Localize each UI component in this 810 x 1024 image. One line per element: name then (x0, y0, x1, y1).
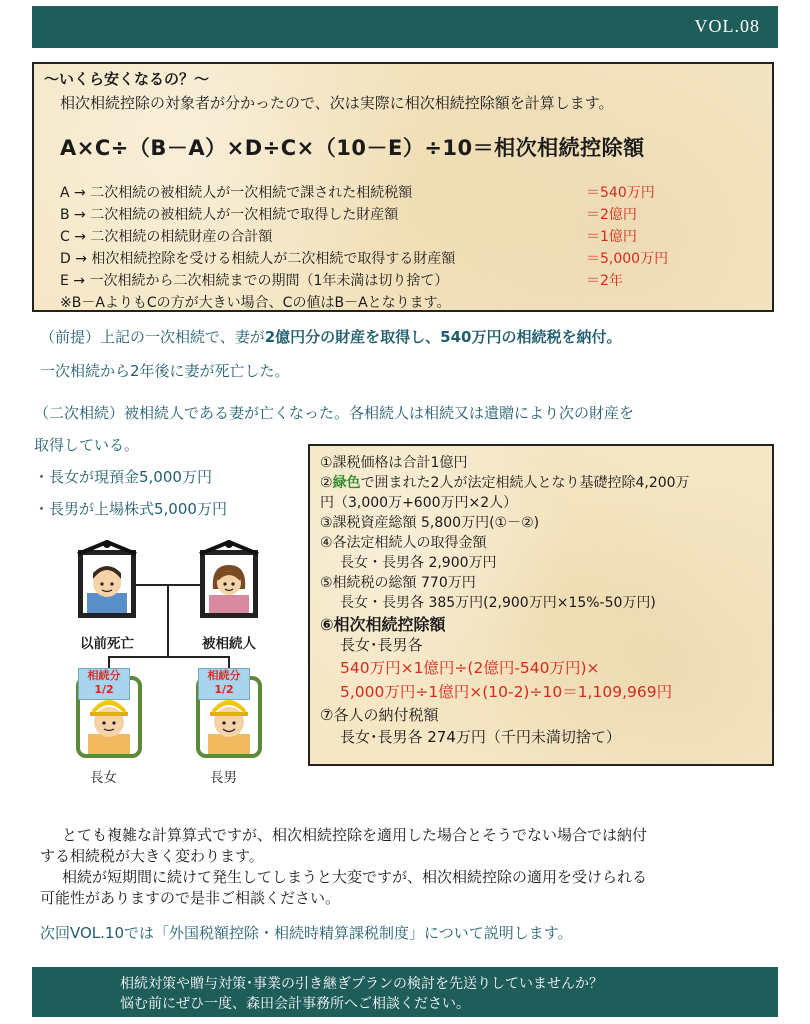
step-7-sub: 長女･長男各 274万円（千円未満切捨て） (340, 728, 621, 746)
daughter-share-tag (78, 668, 130, 700)
step-6: ⑥相次相続控除額 (320, 615, 446, 634)
volume-number: VOL.08 (694, 16, 760, 36)
calc-row-d-label: D → 相次相続控除を受ける相続人が二次相続で取得する財産額 (60, 251, 456, 267)
woman-face-icon (205, 555, 253, 613)
step-4: ④各法定相続人の取得金額 (320, 535, 487, 551)
calc-note: ※B－AよりもCの方が大きい場合、Cの値はB－Aとなります。 (60, 295, 451, 311)
calc-row-e-value: ＝2年 (586, 273, 623, 289)
step-6-calc-2: 5,000万円÷1億円×(10-2)÷10＝1,109,969円 (340, 683, 673, 701)
mourning-ribbon-icon (196, 540, 262, 558)
step-6-calc-1: 540万円×1億円÷(2億円-540万円)× (340, 659, 600, 677)
calc-intro: 相次相続控除の対象者が分かったので、次は実際に相次相続控除額を計算します。 (60, 94, 614, 112)
portrait-deceased (200, 550, 258, 618)
secondary-line-1: （二次相続）被相続人である妻が亡くなった。各相続人は相続又は遺贈により次の財産を (34, 404, 635, 422)
children-line (108, 656, 230, 658)
premise-line-1 (40, 326, 621, 347)
calc-row-d-value: ＝5,000万円 (586, 251, 669, 267)
calc-row-c-label: C → 二次相続の相続財産の合計額 (60, 229, 273, 245)
step-2-green: 緑色 (332, 475, 361, 491)
daughter-asset: ・長女が現預金5,000万円 (34, 468, 212, 486)
step-5: ⑤相続税の総額 770万円 (320, 575, 476, 591)
premise-text-b: 2億円分の財産を取得し、 (264, 328, 441, 346)
share-tag-label: 相続分 (87, 669, 121, 682)
footer-bar (32, 967, 778, 1017)
descent-line (167, 584, 169, 656)
closing-p2-line1: 相続が短期間に続けて発生してしまうと大変ですが、相次相続控除の適用を受けられる (62, 868, 648, 886)
next-issue: 次回VOL.10では「外国税額控除・相続時精算課税制度」について説明します。 (40, 924, 573, 942)
calc-row-b-label: B → 二次相続の被相続人が一次相続で取得した財産額 (60, 207, 399, 223)
mourning-ribbon-icon (74, 540, 140, 558)
step-2 (320, 472, 690, 492)
calc-row-c-value: ＝1億円 (586, 229, 637, 245)
step-7: ⑦各人の納付税額 (320, 706, 439, 724)
calc-row-e-label: E → 一次相続から二次相続までの期間（1年未満は切り捨て） (60, 273, 449, 289)
step-4-sub: 長女・長男各 2,900万円 (340, 555, 497, 571)
premise-line-2: 一次相続から2年後に妻が死亡した。 (40, 362, 290, 380)
calc-row-a-value: ＝540万円 (586, 185, 655, 201)
step-2-cont: 円（3,000万+600万円×2人） (320, 495, 518, 511)
label-deceased: 被相続人 (202, 636, 256, 652)
label-son: 長男 (210, 770, 237, 786)
step-5-sub: 長女・長男各 385万円(2,900万円×15%-50万円) (340, 595, 656, 611)
step-2-num: ② (320, 475, 333, 491)
portrait-previous (78, 550, 136, 618)
steps-box (308, 444, 774, 766)
label-daughter: 長女 (90, 770, 117, 786)
share-tag-fraction: 1/2 (94, 683, 114, 696)
son-branch (228, 656, 230, 668)
son-share-tag (198, 668, 250, 700)
calc-row-a-label: A → 二次相続の被相続人が一次相続で課された相続税額 (60, 185, 413, 201)
footer-line-1: 相続対策や贈与対策･事業の引き継ぎプランの検討を先送りしていませんか？ (120, 976, 603, 992)
closing-p2-line2: 可能性がありますので是非ご相談ください。 (40, 889, 341, 907)
premise-text-c: 540万円の相続税を納付。 (440, 328, 622, 346)
calculation-box (32, 62, 774, 312)
son-asset: ・長男が上場株式5,000万円 (34, 500, 227, 518)
calc-heading: ～いくら安くなるの？～ (44, 70, 210, 88)
share-tag-label: 相続分 (207, 669, 241, 682)
family-diagram (60, 540, 300, 790)
footer-line-2: 悩む前にぜひ一度、森田会計事務所へご相談ください。 (120, 996, 470, 1012)
closing-p1-line2: する相続税が大きく変わります。 (40, 847, 264, 865)
closing-p1-line1: とても複雑な計算算式ですが、相次相続控除を適用した場合とそうでない場合では納付 (62, 826, 648, 844)
calc-row-b-value: ＝2億円 (586, 207, 637, 223)
step-6-sub: 長女･長男各 (340, 636, 423, 654)
man-face-icon (83, 555, 131, 613)
secondary-line-2: 取得している。 (34, 436, 140, 454)
premise-text-a: （前提）上記の一次相続で、妻が (40, 328, 265, 346)
step-3: ③課税資産総額 5,800万円(①－②) (320, 515, 540, 531)
daughter-branch (108, 656, 110, 668)
step-1: ①課税価格は合計1億円 (320, 455, 468, 471)
header-bar (32, 6, 778, 48)
share-tag-fraction: 1/2 (214, 683, 234, 696)
calc-formula: A×C÷（B－A）×D÷C×（10－E）÷10＝相次相続控除額 (60, 136, 645, 160)
step-2-text: で囲まれた2人が法定相続人となり基礎控除4,200万 (360, 475, 690, 491)
label-previous-deceased: 以前死亡 (80, 636, 134, 652)
